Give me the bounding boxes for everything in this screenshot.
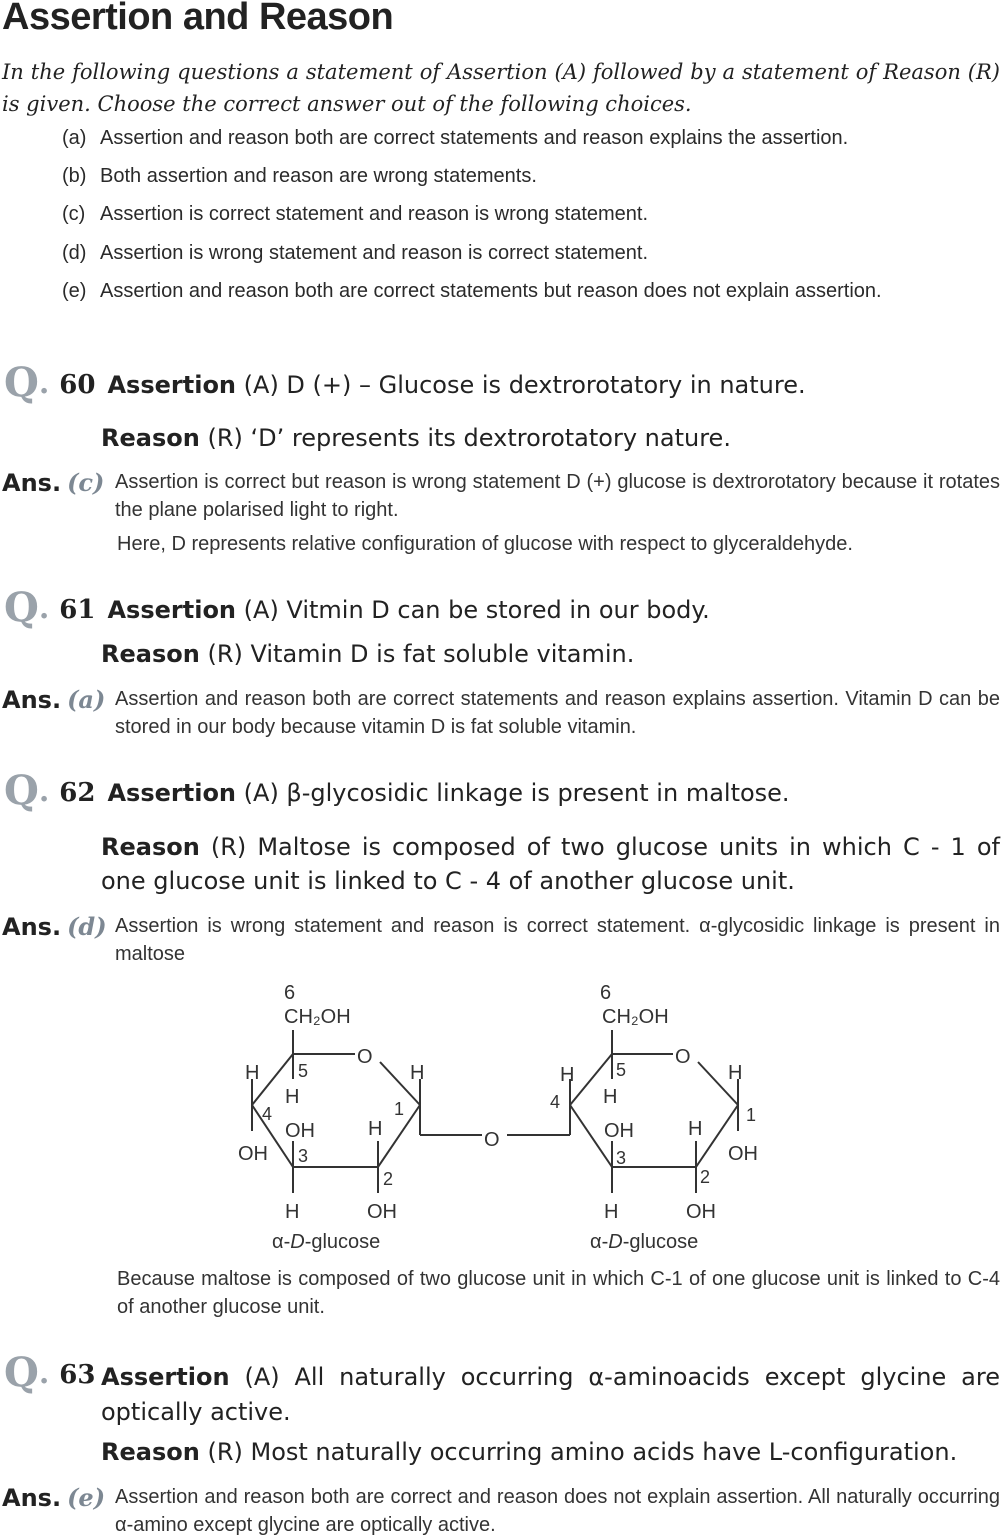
carbon-4-label: 4 [550,1092,561,1112]
ring-oxygen-label: O [357,1046,373,1068]
choice-label: (a) [62,127,87,149]
answer-61-label [2,686,105,714]
question-number: 60 [59,370,96,400]
ring-bonds-left [252,1030,570,1193]
ans-label: Ans. [2,686,62,714]
carbon-2-label: 2 [700,1167,711,1187]
carbon-5-label: 5 [616,1060,627,1080]
h-label: H [285,1201,300,1223]
oh-label: OH [285,1120,315,1142]
question-number: 62 [59,778,96,808]
question-60 [4,359,806,406]
ans-label: Ans. [2,469,62,497]
oh-label: OH [367,1201,397,1223]
q-dot: . [38,1356,50,1391]
ans-label: Ans. [2,913,62,941]
answer-option: (a) [67,685,106,714]
question-number: 61 [59,595,96,625]
ring-oxygen-label: O [675,1046,691,1068]
ans-label: Ans. [2,1484,62,1512]
h-label: H [688,1118,703,1140]
choice-e [62,277,1000,305]
reason-text: (R) Maltose is composed of two glucose units in which C - 1 of one glucose unit is linked to C - 4 of another glucose unit. [101,833,1000,895]
glycosidic-oxygen-label: O [484,1129,500,1151]
assertion-text: (A) β-glycosidic linkage is present in maltose. [243,779,790,807]
carbon-3-label: 3 [616,1148,627,1168]
oh-label: OH [604,1120,634,1142]
q-mark: Q [4,1349,39,1396]
choice-text: Assertion and reason both are correct statements but reason does not explain assertion. [100,280,882,302]
choice-text: Both assertion and reason are wrong statements. [100,165,537,187]
assertion-label: Assertion [107,779,237,807]
choice-text: Assertion is wrong statement and reason is correct statement. [100,242,649,264]
assertion-label: Assertion [107,596,237,624]
choice-b [62,162,1000,190]
answer-option: (c) [67,468,105,497]
h-label: H [245,1062,260,1084]
assertion-label: Assertion [107,371,237,399]
reason-label: Reason [101,424,200,452]
assertion-text: (A) Vitmin D can be stored in our body. [243,596,710,624]
carbon-4-label: 4 [262,1104,273,1124]
answer-60-text: Assertion is correct but reason is wrong statement D (+) glucose is dextrorotatory because it rotates the plane polarised light to right. [115,471,1000,521]
carbon-5-label: 5 [298,1061,309,1081]
answer-63-text: Assertion and reason both are correct and reason does not explain assertion. All naturally occurring α-amino except glycine are optically active. [115,1486,1000,1536]
choice-label: (d) [62,242,87,264]
choice-text: Assertion and reason both are correct statements and reason explains the assertion. [100,127,849,149]
h-label: H [368,1118,383,1140]
q-mark: Q [4,584,39,631]
h-label: H [603,1086,618,1108]
choice-a [62,124,1000,152]
maltose-structure [230,975,770,1260]
answer-62-text: Assertion is wrong statement and reason is correct statement. α-glycosidic linkage is present in maltose [115,915,1000,965]
answer-option: (d) [67,912,107,941]
carbon-3-label: 3 [298,1146,309,1166]
instructions: In the following questions a statement of Assertion (A) followed by a statement of Reason (R) is given. Choose the correct answer out of the following choices. [2,60,1000,116]
choice-text: Assertion is correct statement and reason is wrong statement. [100,203,649,225]
choice-label: (e) [62,280,87,302]
section-title: Assertion and Reason [2,0,394,38]
q-dot: . [38,774,50,809]
assertion-text: (A) D (+) – Glucose is dextrorotatory in nature. [243,371,806,399]
reason-60 [101,421,731,455]
carbon-6-label: 6 [600,982,612,1004]
reason-label: Reason [101,1438,200,1466]
oh-label: OH [686,1201,716,1223]
reason-61 [101,637,634,671]
h-label: H [410,1062,425,1084]
q-mark: Q [4,767,39,814]
answer-63-label [2,1484,105,1512]
assertion-text: (A) All naturally occurring α-aminoacids except glycine are optically active. [101,1363,1000,1426]
reason-label: Reason [101,833,200,861]
q-dot: . [38,591,50,626]
glucose-name-right: α-D-glucose [590,1231,699,1253]
assertion-label: Assertion [101,1363,230,1391]
choice-d [62,239,1000,267]
question-63 [4,1349,1000,1430]
choice-label: (b) [62,165,87,187]
answer-option: (e) [67,1483,106,1512]
answer-62-label [2,913,107,941]
ch2oh-label: CH₂OH [602,1006,669,1028]
answer-60-label [2,469,104,497]
h-label: H [728,1062,743,1084]
question-number: 63 [59,1360,96,1390]
question-61 [4,584,710,631]
answer-61-text: Assertion and reason both are correct statements and reason explains assertion. Vitamin D can be stored in our body because vitamin D is fat soluble vitamin. [115,688,1000,738]
carbon-1-label: 1 [746,1105,757,1125]
carbon-1-label: 1 [394,1099,405,1119]
q-mark: Q [4,359,39,406]
choice-label: (c) [62,203,86,225]
q-dot: . [38,366,50,401]
reason-text: (R) Vitamin D is fat soluble vitamin. [207,640,635,668]
ring-bonds-right [570,1030,738,1193]
h-label: H [604,1201,619,1223]
h-label: H [285,1086,300,1108]
reason-label: Reason [101,640,200,668]
reason-63 [101,1435,957,1469]
question-62 [4,767,790,814]
reason-text: (R) ‘D’ represents its dextrorotatory nature. [207,424,731,452]
answer-62-extra: Because maltose is composed of two glucose unit in which C-1 of one glucose unit is linked to C-4 of another glucose unit. [117,1268,1000,1318]
answer-60-extra: Here, D represents relative configuration of glucose with respect to glyceraldehyde. [117,533,853,555]
oh-label: OH [728,1143,758,1165]
carbon-2-label: 2 [383,1169,394,1189]
h-label: H [560,1064,575,1086]
glucose-name-left: α-D-glucose [272,1231,381,1253]
ch2oh-label: CH₂OH [284,1006,351,1028]
reason-62 [101,830,1000,898]
reason-text: (R) Most naturally occurring amino acids have L-configuration. [207,1438,958,1466]
oh-label: OH [238,1143,268,1165]
carbon-6-label: 6 [284,982,296,1004]
choice-c [62,200,1000,228]
